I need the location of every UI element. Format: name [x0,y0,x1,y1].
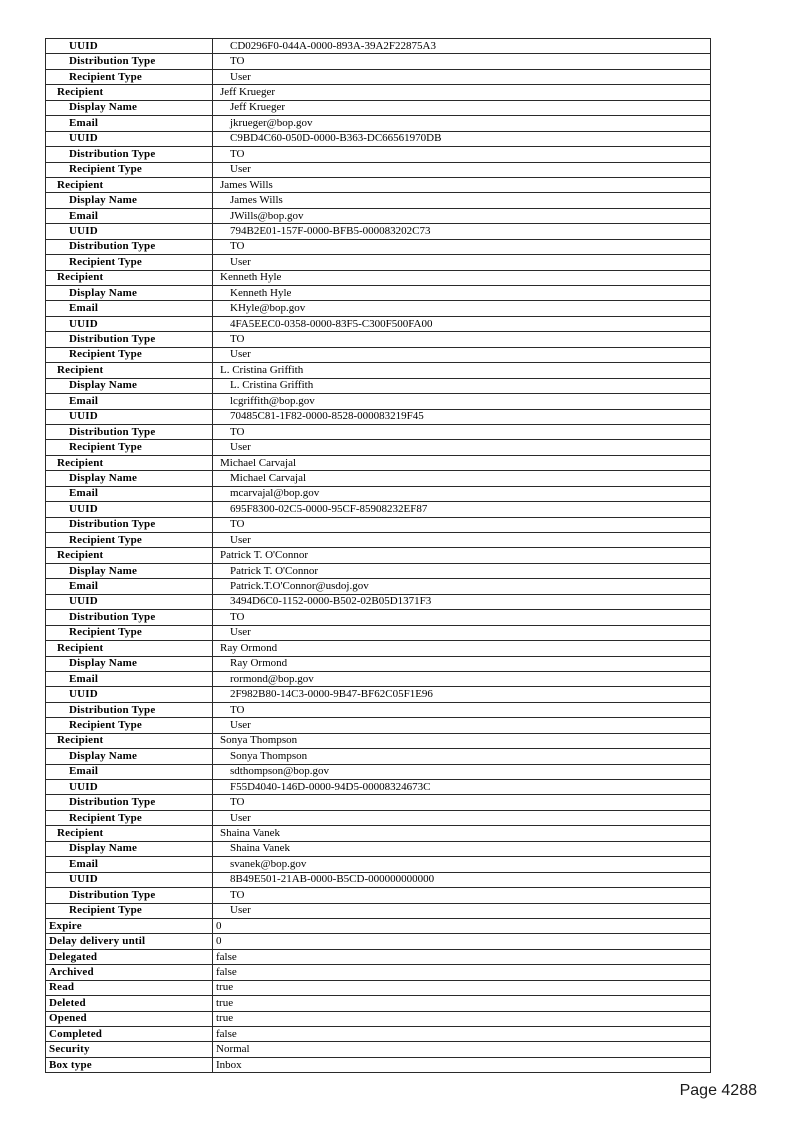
table-row [46,255,711,270]
field-label: Distribution Type [46,888,213,903]
field-value: 3494D6C0-1152-0000-B502-02B05D1371F3 [213,594,711,609]
table-row [46,301,711,316]
field-label: UUID [46,316,213,331]
field-value: lcgriffith@bop.gov [213,394,711,409]
field-value: Kenneth Hyle [213,270,711,285]
field-value: false [213,1027,711,1042]
field-label: Email [46,764,213,779]
field-value: User [213,533,711,548]
field-label: Distribution Type [46,239,213,254]
field-label: Distribution Type [46,795,213,810]
field-label: Security [46,1042,213,1057]
table-row [46,934,711,949]
table-row [46,826,711,841]
field-value: User [213,347,711,362]
table-row [46,965,711,980]
field-value: 2F982B80-14C3-0000-9B47-BF62C05F1E96 [213,687,711,702]
field-label: UUID [46,502,213,517]
table-row [46,625,711,640]
field-value: Patrick T. O'Connor [213,563,711,578]
field-label: Recipient Type [46,162,213,177]
field-value: Sonya Thompson [213,733,711,748]
field-label: Deleted [46,996,213,1011]
field-label: Email [46,208,213,223]
table-row [46,687,711,702]
table-row [46,440,711,455]
field-label: Recipient Type [46,903,213,918]
table-row [46,208,711,223]
field-value: 794B2E01-157F-0000-BFB5-000083202C73 [213,224,711,239]
field-label: Recipient Type [46,69,213,84]
field-label: UUID [46,780,213,795]
table-row [46,533,711,548]
field-value: svanek@bop.gov [213,857,711,872]
table-row [46,332,711,347]
field-label: Recipient Type [46,810,213,825]
table-row [46,641,711,656]
field-value: TO [213,239,711,254]
table-row [46,594,711,609]
table-row [46,579,711,594]
table-row [46,517,711,532]
field-label: Recipient [46,641,213,656]
table-row [46,563,711,578]
field-label: Recipient [46,270,213,285]
field-label: Recipient [46,177,213,192]
table-row [46,39,711,54]
table-row [46,239,711,254]
table-row [46,795,711,810]
field-value: TO [213,702,711,717]
field-label: UUID [46,687,213,702]
field-value: Jeff Krueger [213,85,711,100]
field-label: Email [46,486,213,501]
table-row [46,131,711,146]
table-row [46,841,711,856]
field-value: Jeff Krueger [213,100,711,115]
field-value: Ray Ormond [213,656,711,671]
table-row [46,888,711,903]
table-row [46,347,711,362]
table-row [46,996,711,1011]
field-value: Michael Carvajal [213,471,711,486]
table-row [46,949,711,964]
field-value: jkrueger@bop.gov [213,116,711,131]
field-value: James Wills [213,193,711,208]
field-value: 0 [213,918,711,933]
table-row [46,486,711,501]
field-label: Distribution Type [46,702,213,717]
field-value: 0 [213,934,711,949]
table-row [46,100,711,115]
field-value: CD0296F0-044A-0000-893A-39A2F22875A3 [213,39,711,54]
table-row [46,193,711,208]
table-row [46,502,711,517]
field-label: Distribution Type [46,424,213,439]
field-value: TO [213,517,711,532]
table-row [46,1057,711,1072]
field-label: Opened [46,1011,213,1026]
field-label: UUID [46,224,213,239]
table-row [46,116,711,131]
table-row [46,1027,711,1042]
field-label: Distribution Type [46,147,213,162]
field-label: Email [46,394,213,409]
field-label: Delegated [46,949,213,964]
field-value: User [213,625,711,640]
field-label: Email [46,301,213,316]
table-row [46,455,711,470]
field-value: rormond@bop.gov [213,671,711,686]
field-label: Display Name [46,378,213,393]
field-value: Normal [213,1042,711,1057]
field-label: Display Name [46,100,213,115]
field-value: Kenneth Hyle [213,286,711,301]
field-value: KHyle@bop.gov [213,301,711,316]
field-label: Display Name [46,193,213,208]
field-label: Display Name [46,656,213,671]
field-value: Sonya Thompson [213,749,711,764]
field-label: Distribution Type [46,54,213,69]
field-label: UUID [46,409,213,424]
field-label: Recipient [46,733,213,748]
field-value: Patrick T. O'Connor [213,548,711,563]
field-label: UUID [46,594,213,609]
table-row [46,733,711,748]
table-row [46,1042,711,1057]
field-value: true [213,996,711,1011]
field-label: Recipient Type [46,440,213,455]
table-row [46,872,711,887]
field-value: User [213,69,711,84]
field-value: 4FA5EEC0-0358-0000-83F5-C300F500FA00 [213,316,711,331]
field-value: TO [213,888,711,903]
field-label: Recipient Type [46,255,213,270]
table-row [46,764,711,779]
field-value: true [213,1011,711,1026]
field-value: false [213,965,711,980]
table-row [46,671,711,686]
field-label: Email [46,116,213,131]
table-row [46,810,711,825]
field-value: Ray Ormond [213,641,711,656]
field-value: Shaina Vanek [213,826,711,841]
field-label: Recipient [46,548,213,563]
field-value: sdthompson@bop.gov [213,764,711,779]
field-label: Recipient [46,826,213,841]
table-row [46,656,711,671]
field-value: Inbox [213,1057,711,1072]
field-label: Recipient Type [46,347,213,362]
table-row [46,749,711,764]
field-label: Read [46,980,213,995]
table-row [46,857,711,872]
table-row [46,394,711,409]
table-row [46,286,711,301]
table-row [46,54,711,69]
field-value: 70485C81-1F82-0000-8528-000083219F45 [213,409,711,424]
field-value: mcarvajal@bop.gov [213,486,711,501]
field-label: Recipient Type [46,533,213,548]
field-label: Recipient [46,85,213,100]
field-label: UUID [46,131,213,146]
page-number: Page 4288 [679,1082,757,1099]
table-row [46,548,711,563]
field-value: User [213,162,711,177]
field-value: TO [213,332,711,347]
field-label: Email [46,671,213,686]
field-value: L. Cristina Griffith [213,363,711,378]
table-row [46,918,711,933]
table-row [46,224,711,239]
field-value: User [213,255,711,270]
field-label: Recipient Type [46,718,213,733]
field-label: Distribution Type [46,517,213,532]
field-label: Delay delivery until [46,934,213,949]
table-row [46,702,711,717]
field-value: TO [213,795,711,810]
field-value: TO [213,424,711,439]
field-label: Expire [46,918,213,933]
field-value: James Wills [213,177,711,192]
table-row [46,903,711,918]
field-label: Recipient [46,363,213,378]
field-label: Archived [46,965,213,980]
field-label: Display Name [46,563,213,578]
field-label: Recipient Type [46,625,213,640]
table-row [46,718,711,733]
field-label: Distribution Type [46,610,213,625]
field-label: Completed [46,1027,213,1042]
table-row [46,409,711,424]
table-row [46,363,711,378]
field-label: Email [46,579,213,594]
field-label: Display Name [46,286,213,301]
table-row [46,270,711,285]
table-row [46,1011,711,1026]
field-value: F55D4040-146D-0000-94D5-00008324673C [213,780,711,795]
field-value: TO [213,610,711,625]
field-label: Email [46,857,213,872]
table-row [46,378,711,393]
field-value: TO [213,147,711,162]
table-row [46,980,711,995]
table-row [46,162,711,177]
field-value: Shaina Vanek [213,841,711,856]
table-row [46,85,711,100]
table-row [46,610,711,625]
field-label: UUID [46,872,213,887]
table-row [46,316,711,331]
field-value: 8B49E501-21AB-0000-B5CD-000000000000 [213,872,711,887]
table-row [46,471,711,486]
field-value: L. Cristina Griffith [213,378,711,393]
field-value: false [213,949,711,964]
table-row [46,780,711,795]
field-label: Display Name [46,749,213,764]
field-value: User [213,718,711,733]
field-value: C9BD4C60-050D-0000-B363-DC66561970DB [213,131,711,146]
field-value: TO [213,54,711,69]
table-row [46,177,711,192]
field-value: User [213,440,711,455]
field-value: 695F8300-02C5-0000-95CF-85908232EF87 [213,502,711,517]
field-label: UUID [46,39,213,54]
field-label: Recipient [46,455,213,470]
field-label: Box type [46,1057,213,1072]
table-row [46,424,711,439]
field-value: Patrick.T.O'Connor@usdoj.gov [213,579,711,594]
field-label: Display Name [46,841,213,856]
field-value: JWills@bop.gov [213,208,711,223]
table-row [46,147,711,162]
field-value: Michael Carvajal [213,455,711,470]
field-value: User [213,810,711,825]
field-label: Display Name [46,471,213,486]
field-value: User [213,903,711,918]
metadata-table [45,38,711,1073]
field-value: true [213,980,711,995]
table-row [46,69,711,84]
field-label: Distribution Type [46,332,213,347]
